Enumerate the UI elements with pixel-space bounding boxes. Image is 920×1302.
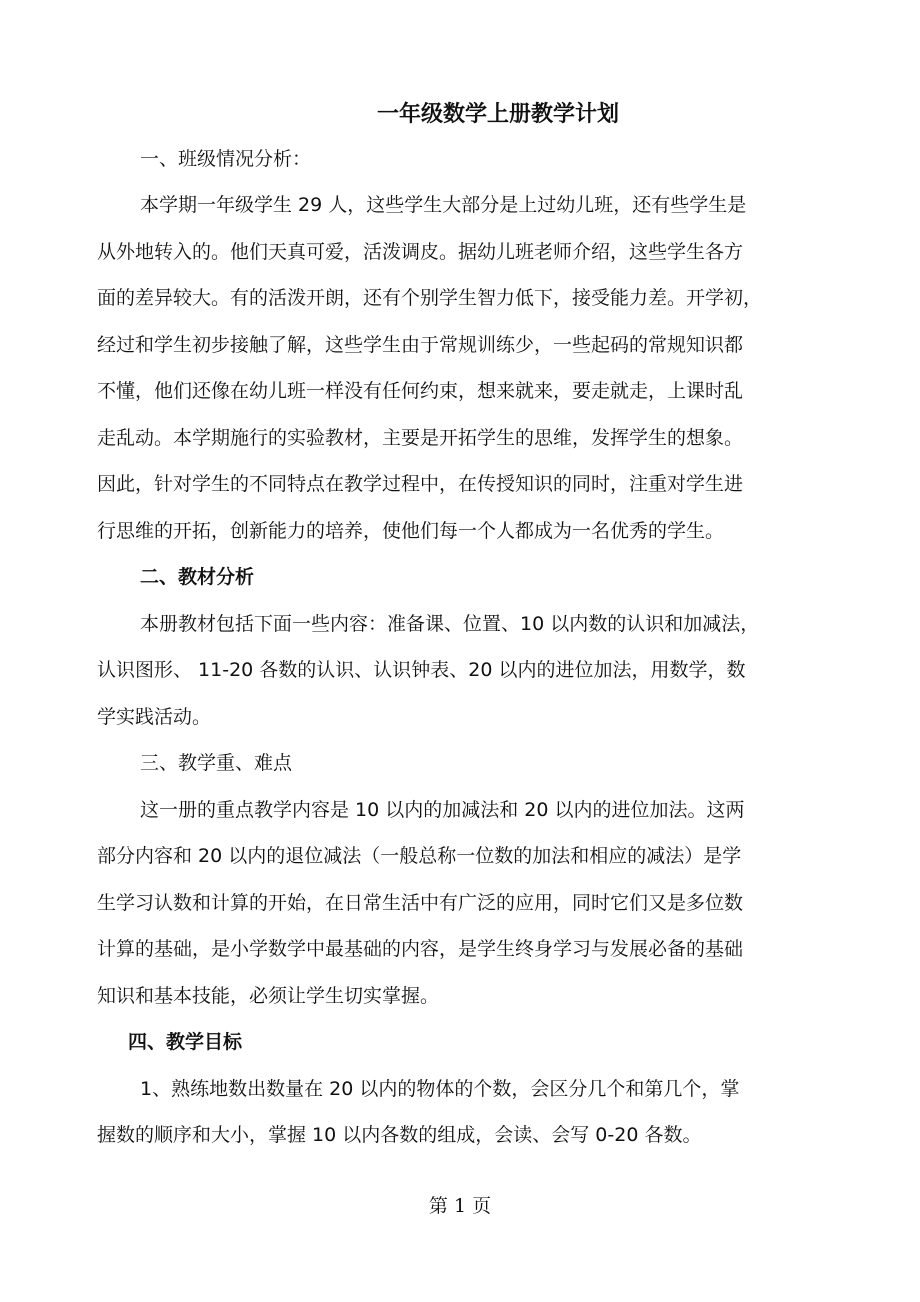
page-number: 第 1 页: [428, 1195, 492, 1217]
section-heading-teaching-goals: 四、教学目标: [128, 1031, 243, 1053]
section-heading-class-analysis: 一、班级情况分析：: [140, 148, 312, 170]
section-heading-key-points: 三、教学重、难点: [140, 752, 293, 774]
paragraph-line: 认识图形、 11-20 各数的认识、认识钟表、20 以内的进位加法，用数学，数: [97, 659, 746, 681]
document-title: 一年级数学上册教学计划: [376, 102, 619, 127]
paragraph-line: 不懂，他们还像在幼儿班一样没有任何约束，想来就来，要走就走，上课时乱: [97, 380, 744, 402]
paragraph-line: 本册教材包括下面一些内容：准备课、位置、10 以内数的认识和加减法，: [140, 613, 760, 635]
paragraph-line: 本学期一年级学生 29 人，这些学生大部分是上过幼儿班，还有些学生是: [140, 194, 747, 216]
paragraph-line: 从外地转入的。他们天真可爱，活泼调皮。据幼儿班老师介绍，这些学生各方: [97, 241, 744, 263]
paragraph-line: 部分内容和 20 以内的退位减法（一般总称一位数的加法和相应的减法）是学: [97, 845, 742, 867]
section-heading-textbook-analysis: 二、教材分析: [140, 566, 255, 588]
paragraph-line: 1、熟练地数出数量在 20 以内的物体的个数，会区分几个和第几个，掌: [140, 1078, 740, 1100]
paragraph-line: 生学习认数和计算的开始，在日常生活中有广泛的应用，同时它们又是多位数: [97, 892, 744, 914]
paragraph-line: 走乱动。本学期施行的实验教材，主要是开拓学生的思维，发挥学生的想象。: [97, 427, 744, 449]
paragraph-line: 行思维的开拓，创新能力的培养，使他们每一个人都成为一名优秀的学生。: [97, 520, 725, 542]
paragraph-line: 面的差异较大。有的活泼开朗，还有个别学生智力低下，接受能力差。开学初，: [97, 287, 763, 309]
paragraph-line: 计算的基础，是小学数学中最基础的内容，是学生终身学习与发展必备的基础: [97, 938, 744, 960]
paragraph-line: 因此，针对学生的不同特点在教学过程中，在传授知识的同时，注重对学生进: [97, 473, 744, 495]
paragraph-line: 经过和学生初步接触了解，这些学生由于常规训练少，一些起码的常规知识都: [97, 334, 744, 356]
paragraph-line: 学实践活动。: [97, 706, 212, 728]
paragraph-line: 这一册的重点教学内容是 10 以内的加减法和 20 以内的进位加法。这两: [140, 799, 745, 821]
paragraph-line: 知识和基本技能，必须让学生切实掌握。: [97, 985, 440, 1007]
paragraph-line: 握数的顺序和大小，掌握 10 以内各数的组成，会读、会写 0-20 各数。: [97, 1124, 702, 1146]
